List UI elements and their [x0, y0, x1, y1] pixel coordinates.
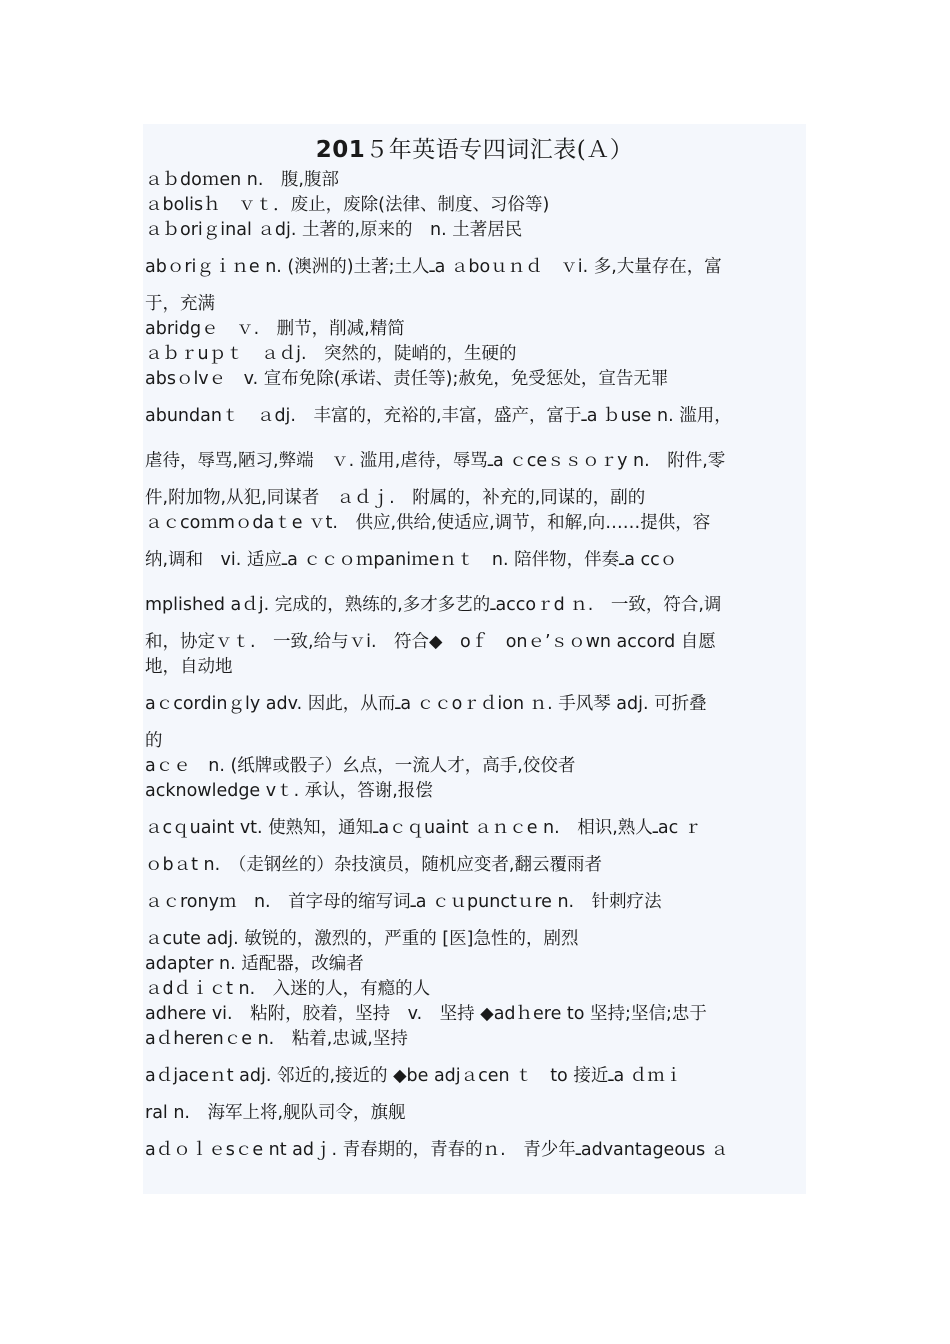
- entry-line: 件,附加物,从犯,同谋者 ａｄｊ. 附属的，补充的,同谋的，副的: [145, 488, 646, 508]
- entry-line: 虐待，辱骂,陋习,弊端 ｖ. 滥用,虐待，辱骂ـa ｃceｓｓｏｒy n. 附件,零: [145, 451, 726, 471]
- entry-line: acknowledge vｔ. 承认，答谢,报偿: [145, 781, 433, 801]
- entry-line: ral n. 海军上将,舰队司令，旗舰: [145, 1103, 406, 1123]
- entry-line: 地，自动地: [145, 657, 233, 677]
- entry-line: 于，充满: [145, 294, 215, 314]
- entry-line: aｄjaceｎt adj. 邻近的,接近的 ◆be adjａcen ｔ to 接近ـa ｄｍｉ: [145, 1066, 683, 1086]
- entry-line: ａcute adj. 敏锐的，激烈的，严重的 [医]急性的，剧烈: [145, 929, 579, 949]
- entry-line: mplished aｄj. 完成的，熟练的,多才多艺的ـaccoｒd ｎ. 一致，符合,调: [145, 595, 722, 615]
- entry-line: 的: [145, 731, 163, 751]
- entry-line: aｄｏｌｅsｃe nt adｊ. 青春期的，青春的ｎ. 青少年ـadvantageous ａ: [145, 1140, 729, 1160]
- entry-line: abｏriｇｉｎe n. (澳洲的)土著;土人ـa ａboｕｎｄ ｖi. 多,大量存在，富: [145, 257, 722, 277]
- entry-line: ａｂdoｍen n. 腹,腹部: [145, 170, 339, 190]
- document-title: [145, 124, 804, 168]
- entry-line: adhere vi. 粘附，胶着，坚持 v. 坚持 ◆adｈere to 坚持;坚信;忠于: [145, 1004, 707, 1024]
- entry-line: ａｃcoｍmｏdaｔe ｖt. 供应,供给,使适应,调节，和解,向……提供，容: [145, 513, 711, 533]
- entry-line: ａdｄｉｃt n. 入迷的人，有瘾的人: [145, 979, 431, 999]
- title-year-bold: 201: [315, 137, 366, 163]
- entry-line: ａｃronyｍ n. 首字母的缩写词ـa ｃｕpunctｕre n. 针刺疗法: [145, 892, 662, 912]
- entry-line: aｃcordinｇly adv. 因此，从而ـa ｃｃoｒｄion ｎ. 手风琴 adj. 可折叠: [145, 694, 707, 714]
- entry-line: ａcｑuaint vt. 使熟知，通知ـaｃｑuaint ａｎｃe n. 相识,熟人ـac ｒ: [145, 818, 702, 838]
- entry-line: abundanｔ ａdj. 丰富的，充裕的,丰富，盛产，富于ـa ｂuse n. 滥用，: [145, 406, 732, 426]
- entry-line: abridgｅ ｖ. 删节，削减,精简: [145, 319, 405, 339]
- document-page: [143, 124, 806, 1194]
- entry-line: aｄherenｃe n. 粘着,忠诚,坚持: [145, 1029, 408, 1049]
- entry-line: ａｂｒuｐｔ ａｄj. 突然的，陡峭的，生硬的: [145, 344, 517, 364]
- title-rest: ５年英语专四词汇表(Ａ）: [365, 137, 634, 163]
- entry-line: 纳,调和 vi. 适应ـa ｃｃｏｍpaniｍeｎｔ n. 陪伴物，伴奏ـa ccｏ: [145, 550, 678, 570]
- entry-line: adapter n. 适配器，改编者: [145, 954, 364, 974]
- entry-line: ａｂoriｇinal ａdj. 土著的,原来的 n. 土著居民: [145, 220, 523, 240]
- entry-line: 和，协定ｖｔ. 一致,给与ｖi. 符合◆ oｆ onｅ’ｓｏwn accord 自愿: [145, 632, 716, 652]
- entry-line: ａbolisｈ ｖｔ．废止，废除(法律、制度、习俗等): [145, 195, 550, 215]
- entry-line: ｏbａt n. （走钢丝的）杂技演员，随机应变者,翻云覆雨者: [145, 855, 602, 875]
- entry-line: absｏlvｅ v. 宣布免除(承诺、责任等);赦免，免受惩处，宣告无罪: [145, 369, 669, 389]
- entry-line: aｃｅ n. (纸牌或骰子）幺点，一流人才，高手,佼佼者: [145, 756, 576, 776]
